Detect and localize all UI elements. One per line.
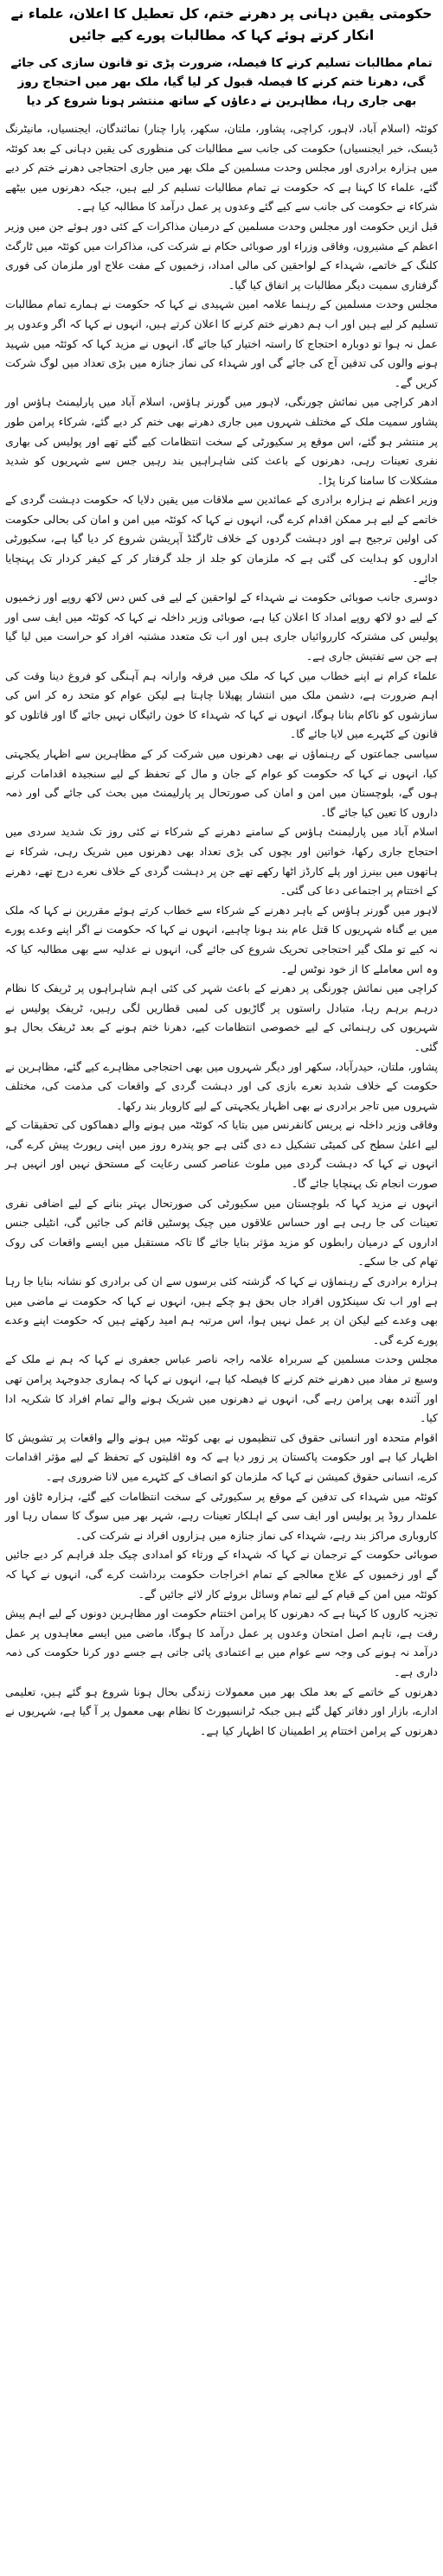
article-paragraph: کراچی میں نمائش چورنگی پر دھرنے کے باعث شہر کی کئی اہم شاہراہوں پر ٹریفک کا نظام درہم برہم رہا، متبادل راستوں پر گاڑیوں کی لمبی قطاریں لگی رہیں، ٹریفک پولیس نے شہریوں کی رہنمائی کے لیے خصوصی انتظامات کیے، دھرنا ختم ہونے کے بعد ٹریفک بحال ہو گئی۔	[5, 981, 438, 1053]
article-paragraph: علماء کرام نے اپنے خطاب میں کہا کہ ملک میں فرقہ وارانہ ہم آہنگی کو فروغ دینا وقت کی اہم ضرورت ہے، دشمن ملک میں انتشار پھیلانا چاہتا ہے لیکن عوام کو متحد رہ کر اس کی سازشوں کو ناکام بنانا ہوگا، انہوں نے کہا کہ شہداء کا خون رائیگاں نہیں جائے گا اور قاتلوں کو قانون کے کٹہرے میں لایا جائے گا۔	[5, 668, 438, 741]
article-paragraph: ادھر کراچی میں نمائش چورنگی، لاہور میں گورنر ہاؤس، اسلام آباد میں پارلیمنٹ ہاؤس اور پشاور سمیت ملک کے مختلف شہروں میں جاری دھرنے بھی ختم کر دیے گئے، شرکاء پرامن طور پر منتشر ہو گئے، اس موقع پر سکیورٹی کے سخت انتظامات کیے گئے تھے اور پولیس کی بھاری نفری تعینات رہی، دھرنوں کے باعث کئی شاہراہیں بند رہیں جس سے شہریوں کو شدید مشکلات کا سامنا کرنا پڑا۔	[5, 395, 438, 487]
article-paragraph: اقوام متحدہ اور انسانی حقوق کی تنظیموں نے بھی کوئٹہ میں ہونے والے واقعات پر تشویش کا اظہار کیا ہے اور حکومت پاکستان پر زور دیا ہے کہ وہ اقلیتوں کے تحفظ کے لیے مؤثر اقدامات کرے، انسانی حقوق کمیشن نے کہا کہ ملزمان کو انصاف کے کٹہرے میں لانا ضروری ہے۔	[5, 1430, 438, 1483]
article-paragraph: وفاقی وزیر داخلہ نے پریس کانفرنس میں بتایا کہ کوئٹہ میں ہونے والے دھماکوں کی تحقیقات کے لیے اعلیٰ سطح کی کمیٹی تشکیل دے دی گئی ہے جو پندرہ روز میں اپنی رپورٹ پیش کرے گی، انہوں نے کہا کہ دہشت گردی میں ملوث عناصر کسی رعایت کے مستحق نہیں اور انہیں ہر صورت انجام تک پہنچایا جائے گا۔	[5, 1118, 438, 1191]
article-paragraph: صوبائی حکومت کے ترجمان نے کہا کہ شہداء کے ورثاء کو امدادی چیک جلد فراہم کر دیے جائیں گے اور زخمیوں کے علاج معالجے کے تمام اخراجات حکومت برداشت کرے گی، انہوں نے کہا کہ کوئٹہ میں امن کے قیام کے لیے تمام وسائل بروئے کار لائے جائیں گے۔	[5, 1548, 438, 1601]
article-paragraph: ہزارہ برادری کے رہنماؤں نے کہا کہ گزشتہ کئی برسوں سے ان کی برادری کو نشانہ بنایا جا رہا ہے اور اب تک سینکڑوں افراد جاں بحق ہو چکے ہیں، انہوں نے کہا کہ حکومت نے ماضی میں بھی وعدے کیے لیکن ان پر عمل نہیں ہوا، اس مرتبہ ہم امید رکھتے ہیں کہ حکومت اپنے وعدے پورے کرے گی۔	[5, 1275, 438, 1346]
article-paragraph: لاہور میں گورنر ہاؤس کے باہر دھرنے کے شرکاء سے خطاب کرتے ہوئے مقررین نے کہا کہ ملک میں بے گناہ شہریوں کا قتل عام بند ہونا چاہیے، انہوں نے کہا کہ حکومت نے اگر اپنے وعدے پورے نہ کیے تو ملک گیر احتجاجی تحریک شروع کی جائے گی، انہوں نے عدلیہ سے بھی مطالبہ کیا کہ وہ اس معاملے کا از خود نوٹس لے۔	[5, 903, 438, 975]
article-body	[5, 119, 438, 1741]
article-paragraph: پشاور، ملتان، حیدرآباد، سکھر اور دیگر شہروں میں بھی احتجاجی مظاہرے کیے گئے، مظاہرین نے حکومت کے خلاف شدید نعرے بازی کی اور دہشت گردی کے واقعات کی مذمت کی، مختلف شہروں میں تاجر برادری نے بھی اظہار یکجہتی کے لیے کاروبار بند رکھا۔	[5, 1059, 438, 1112]
article-paragraph: مجلس وحدت مسلمین کے سربراہ علامہ راجہ ناصر عباس جعفری نے کہا کہ ہم نے ملک کے وسیع تر مفاد میں دھرنے ختم کرنے کا فیصلہ کیا ہے، انہوں نے کہا کہ ہماری جدوجہد پرامن تھی اور آئندہ بھی پرامن رہے گی، انہوں نے دھرنوں میں شریک ہونے والے تمام افراد کا شکریہ ادا کیا۔	[5, 1352, 438, 1425]
article-paragraph: تجزیہ کاروں کا کہنا ہے کہ دھرنوں کا پرامن اختتام حکومت اور مظاہرین دونوں کے لیے اہم پیش رفت ہے، تاہم اصل امتحان وعدوں پر عمل درآمد کا ہوگا، ماضی میں ایسے معاہدوں پر عمل درآمد نہ ہونے کی وجہ سے عوام میں بے اعتمادی پائی جاتی ہے جسے دور کرنا حکومت کی ذمہ داری ہے۔	[5, 1607, 438, 1678]
article-paragraph: سیاسی جماعتوں کے رہنماؤں نے بھی دھرنوں میں شرکت کر کے مظاہرین سے اظہار یکجہتی کیا، انہوں نے کہا کہ حکومت کو عوام کے جان و مال کے تحفظ کے لیے سنجیدہ اقدامات کرنے ہوں گے، بلوچستان میں امن و امان کی صورتحال پر پارلیمنٹ میں بحث کی جائے گی اور ذمہ داروں کا تعین کیا جائے گا۔	[5, 747, 438, 819]
article-paragraph: دوسری جانب صوبائی حکومت نے شہداء کے لواحقین کے لیے فی کس دس لاکھ روپے اور زخمیوں کے لیے دو لاکھ روپے امداد کا اعلان کیا ہے، صوبائی وزیر داخلہ نے کہا کہ کوئٹہ میں ایف سی اور پولیس کی مشترکہ کارروائیاں جاری ہیں اور اب تک متعدد مشتبہ افراد کو حراست میں لیا گیا ہے جن سے تفتیش جاری ہے۔	[5, 591, 438, 663]
article-paragraph: انہوں نے مزید کہا کہ بلوچستان میں سکیورٹی کی صورتحال بہتر بنانے کے لیے اضافی نفری تعینات کی جا رہی ہے اور حساس علاقوں میں چیک پوسٹیں قائم کی جائیں گی، انٹیلی جنس اداروں کے درمیان رابطوں کو مزید مؤثر بنایا جائے گا تاکہ مستقبل میں ایسے واقعات کی روک تھام کی جا سکے۔	[5, 1196, 438, 1269]
article-paragraph: اسلام آباد میں پارلیمنٹ ہاؤس کے سامنے دھرنے کے شرکاء نے کئی روز تک شدید سردی میں احتجاج جاری رکھا، خواتین اور بچوں کی بڑی تعداد بھی دھرنوں میں شریک رہی، شرکاء نے ہاتھوں میں بینرز اور پلے کارڈز اٹھا رکھے تھے جن پر دہشت گردی کے خلاف نعرے درج تھے، دھرنے کے اختتام پر اجتماعی دعا کی گئی۔	[5, 825, 438, 898]
article-paragraph: کوئٹہ میں شہداء کی تدفین کے موقع پر سکیورٹی کے سخت انتظامات کیے گئے، ہزارہ ٹاؤن اور علمدار روڈ پر پولیس اور ایف سی کے اہلکار تعینات رہے، شہر بھر میں سوگ کا سماں رہا اور کاروباری مراکز بند رہے، شہداء کی نماز جنازہ میں ہزاروں افراد نے شرکت کی۔	[5, 1489, 438, 1542]
article-paragraph: مجلس وحدت مسلمین کے رہنما علامہ امین شہیدی نے کہا کہ حکومت نے ہمارے تمام مطالبات تسلیم کر لیے ہیں اور اب ہم دھرنے ختم کرنے کا اعلان کرتے ہیں، انہوں نے کہا کہ اگر وعدوں پر عمل نہ ہوا تو دوبارہ احتجاج کا راستہ اختیار کیا جائے گا، انہوں نے مزید کہا کہ کوئٹہ میں شہید ہونے والوں کی تدفین آج کی جائے گی اور شہداء کی نماز جنازہ میں بڑی تعداد میں لوگ شرکت کریں گے۔	[5, 297, 438, 389]
article-paragraph: کوئٹہ (اسلام آباد، لاہور، کراچی، پشاور، ملتان، سکھر، پارا چنار) نمائندگان، ایجنسیاں، مانیٹرنگ ڈیسک، خبر ایجنسیاں) حکومت کی جانب سے مطالبات کی منظوری کی یقین دہانی کے بعد کوئٹہ میں ہزارہ برادری اور مجلس وحدت مسلمین کے ملک بھر میں جاری احتجاجی دھرنے ختم کر دیے گئے، علماء کا کہنا ہے کہ حکومت نے تمام مطالبات تسلیم کر لیے ہیں، جبکہ دھرنوں میں بیٹھے شرکاء نے حکومت کی جانب سے کیے گئے وعدوں پر عمل درآمد کا مطالبہ کیا ہے۔	[5, 122, 438, 214]
article-paragraph: قبل ازیں حکومت اور مجلس وحدت مسلمین کے درمیان مذاکرات کے کئی دور ہوئے جن میں وزیر اعظم کے مشیروں، وفاقی وزراء اور صوبائی حکام نے شرکت کی، مذاکرات میں کوئٹہ میں ٹارگٹ کلنگ کے خاتمے، شہداء کے لواحقین کی مالی امداد، زخمیوں کے مفت علاج اور ملزمان کی فوری گرفتاری سمیت دیگر مطالبات پر اتفاق کیا گیا۔	[5, 219, 438, 291]
article-paragraph: دھرنوں کے خاتمے کے بعد ملک بھر میں معمولات زندگی بحال ہونا شروع ہو گئے ہیں، تعلیمی ادارے، بازار اور دفاتر کھل گئے ہیں جبکہ ٹرانسپورٹ کا نظام بھی معمول پر آ گیا ہے، شہریوں نے دھرنوں کے پرامن اختتام پر اطمینان کا اظہار کیا ہے۔	[5, 1684, 438, 1737]
article-subheadline: تمام مطالبات تسلیم کرنے کا فیصلہ، ضرورت پڑی تو قانون سازی کی جائے گی، دھرنا ختم کرنے کا فیصلہ قبول کر لیا گیا، ملک بھر میں احتجاج روز بھی جاری رہا، مظاہرین نے دعاؤں کے ساتھ منتشر ہونا شروع کر دیا	[10, 56, 433, 108]
article-headline: حکومتی یقین دہانی پر دھرنے ختم، کل تعطیل کا اعلان، علماء نے انکار کرتے ہوئے کہا کہ مطالبات پورے کیے جائیں	[10, 6, 433, 43]
article-paragraph: وزیر اعظم نے ہزارہ برادری کے عمائدین سے ملاقات میں یقین دلایا کہ حکومت دہشت گردی کے خاتمے کے لیے ہر ممکن اقدام کرے گی، انہوں نے کہا کہ کوئٹہ میں امن و امان کی بحالی حکومت کی اولین ترجیح ہے اور دہشت گردوں کے خلاف ٹارگٹڈ آپریشن شروع کر دیا گیا ہے، سکیورٹی اداروں کو ہدایت کی گئی ہے کہ ملزمان کو جلد از جلد گرفتار کر کے کیفر کردار تک پہنچایا جائے۔	[5, 493, 438, 585]
